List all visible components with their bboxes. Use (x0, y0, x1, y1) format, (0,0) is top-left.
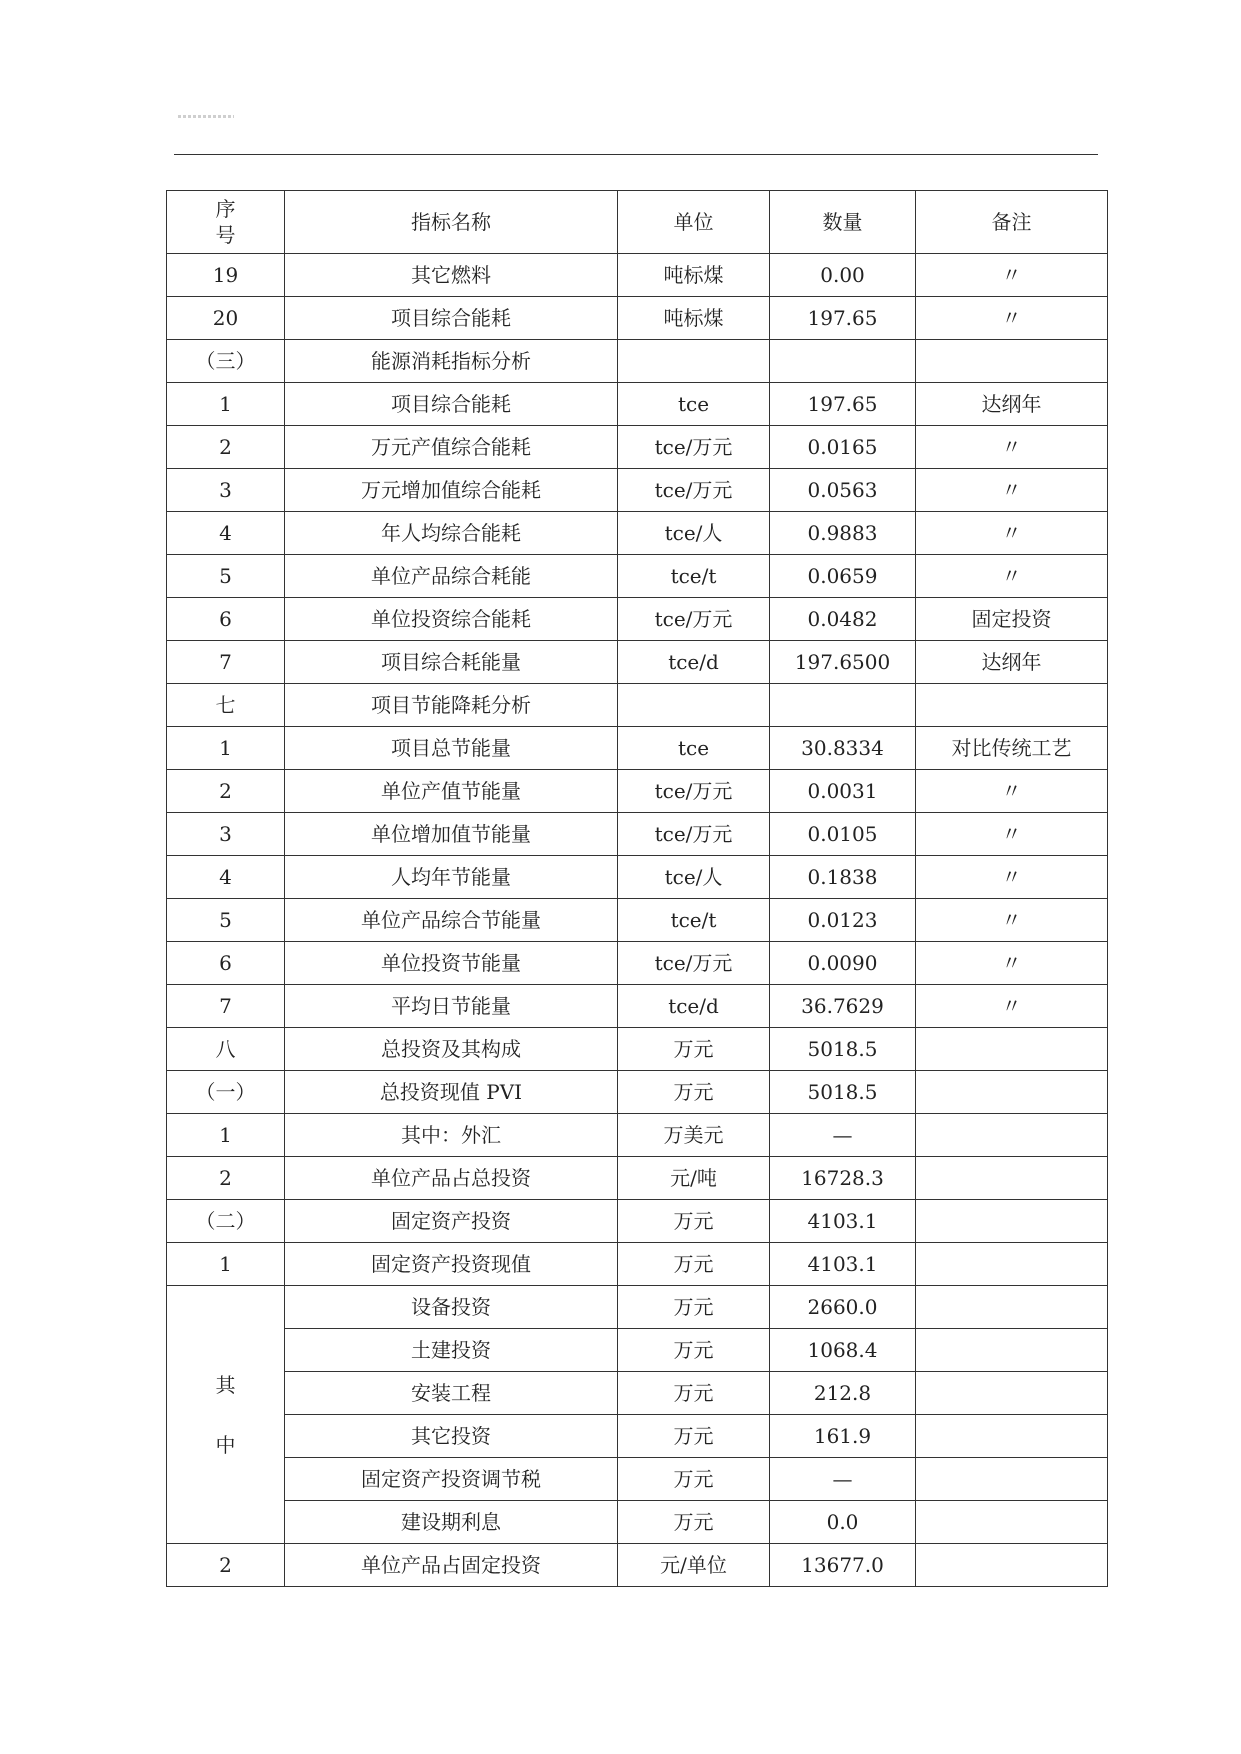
cell-name: 万元产值综合能耗 (285, 426, 618, 469)
table-row (167, 1458, 1108, 1501)
cell-unit: tce/万元 (618, 942, 770, 985)
cell-remark: 〃 (916, 555, 1108, 598)
cell-name: 平均日节能量 (285, 985, 618, 1028)
header-remark: 备注 (916, 191, 1108, 254)
cell-name: 其它投资 (285, 1415, 618, 1458)
cell-unit: tce/万元 (618, 770, 770, 813)
cell-unit (618, 340, 770, 383)
cell-seq: 2 (167, 770, 285, 813)
table-row (167, 641, 1108, 684)
header-rule (174, 154, 1098, 155)
cell-remark (916, 1200, 1108, 1243)
cell-quantity: 0.0659 (770, 555, 916, 598)
cell-quantity: 0.9883 (770, 512, 916, 555)
cell-name: 建设期利息 (285, 1501, 618, 1544)
cell-name: 固定资产投资 (285, 1200, 618, 1243)
cell-remark: 〃 (916, 426, 1108, 469)
cell-remark (916, 1415, 1108, 1458)
cell-name: 单位投资综合能耗 (285, 598, 618, 641)
cell-remark: 〃 (916, 770, 1108, 813)
cell-remark: 〃 (916, 512, 1108, 555)
table-header-row (167, 191, 1108, 254)
cell-name: 土建投资 (285, 1329, 618, 1372)
cell-unit: tce/t (618, 555, 770, 598)
cell-quantity: 0.0482 (770, 598, 916, 641)
cell-quantity: 197.6500 (770, 641, 916, 684)
group-label-qizhong: 其 中 (167, 1286, 285, 1544)
cell-quantity: 197.65 (770, 383, 916, 426)
table-row (167, 469, 1108, 512)
table-row (167, 1329, 1108, 1372)
cell-unit: 万美元 (618, 1114, 770, 1157)
cell-quantity: 4103.1 (770, 1200, 916, 1243)
cell-seq: 八 (167, 1028, 285, 1071)
cell-name: 项目节能降耗分析 (285, 684, 618, 727)
cell-seq: 6 (167, 942, 285, 985)
cell-unit: 吨标煤 (618, 254, 770, 297)
table-row (167, 598, 1108, 641)
cell-seq: （一） (167, 1071, 285, 1114)
cell-name: 万元增加值综合能耗 (285, 469, 618, 512)
cell-quantity: 0.1838 (770, 856, 916, 899)
table-row (167, 383, 1108, 426)
cell-quantity: 4103.1 (770, 1243, 916, 1286)
cell-unit: 万元 (618, 1458, 770, 1501)
cell-remark: 〃 (916, 942, 1108, 985)
cell-name: 能源消耗指标分析 (285, 340, 618, 383)
cell-quantity (770, 684, 916, 727)
table-row (167, 813, 1108, 856)
table-row (167, 297, 1108, 340)
cell-unit: tce (618, 727, 770, 770)
cell-remark: 达纲年 (916, 383, 1108, 426)
cell-unit: 万元 (618, 1243, 770, 1286)
cell-quantity: 5018.5 (770, 1071, 916, 1114)
cell-name: 固定资产投资调节税 (285, 1458, 618, 1501)
cell-quantity: 0.0031 (770, 770, 916, 813)
cell-name: 总投资现值 PVI (285, 1071, 618, 1114)
cell-remark (916, 1071, 1108, 1114)
cell-name: 单位增加值节能量 (285, 813, 618, 856)
table-row (167, 1372, 1108, 1415)
cell-seq: 1 (167, 383, 285, 426)
cell-remark (916, 1501, 1108, 1544)
table-row (167, 555, 1108, 598)
cell-remark (916, 1243, 1108, 1286)
table-row (167, 985, 1108, 1028)
cell-unit: tce (618, 383, 770, 426)
table-row (167, 1071, 1108, 1114)
cell-unit: tce/万元 (618, 598, 770, 641)
cell-name: 单位产品占总投资 (285, 1157, 618, 1200)
cell-seq: 2 (167, 426, 285, 469)
table-row (167, 426, 1108, 469)
header-mark (178, 115, 234, 118)
cell-remark: 固定投资 (916, 598, 1108, 641)
cell-quantity: 13677.0 (770, 1544, 916, 1587)
cell-quantity: 16728.3 (770, 1157, 916, 1200)
cell-quantity: 212.8 (770, 1372, 916, 1415)
cell-name: 单位产品综合耗能 (285, 555, 618, 598)
cell-quantity: 197.65 (770, 297, 916, 340)
cell-quantity: 5018.5 (770, 1028, 916, 1071)
cell-remark (916, 1372, 1108, 1415)
cell-name: 单位投资节能量 (285, 942, 618, 985)
cell-seq: 七 (167, 684, 285, 727)
table-row (167, 340, 1108, 383)
cell-unit: 万元 (618, 1415, 770, 1458)
cell-name: 其中：外汇 (285, 1114, 618, 1157)
table-row (167, 1200, 1108, 1243)
cell-quantity: — (770, 1114, 916, 1157)
cell-name: 人均年节能量 (285, 856, 618, 899)
table-row (167, 770, 1108, 813)
cell-seq: 4 (167, 856, 285, 899)
cell-remark (916, 1114, 1108, 1157)
cell-unit: tce/万元 (618, 426, 770, 469)
cell-unit: 万元 (618, 1071, 770, 1114)
cell-remark (916, 1544, 1108, 1587)
cell-unit: 万元 (618, 1329, 770, 1372)
cell-quantity: 0.0563 (770, 469, 916, 512)
header-unit: 单位 (618, 191, 770, 254)
cell-name: 设备投资 (285, 1286, 618, 1329)
cell-name: 年人均综合能耗 (285, 512, 618, 555)
cell-remark (916, 684, 1108, 727)
cell-remark (916, 340, 1108, 383)
cell-name: 项目综合耗能量 (285, 641, 618, 684)
cell-unit: 万元 (618, 1028, 770, 1071)
cell-remark (916, 1157, 1108, 1200)
cell-name: 项目总节能量 (285, 727, 618, 770)
cell-unit: 万元 (618, 1200, 770, 1243)
cell-unit: 万元 (618, 1501, 770, 1544)
cell-seq: （二） (167, 1200, 285, 1243)
cell-remark (916, 1458, 1108, 1501)
cell-seq: 3 (167, 469, 285, 512)
cell-name: 项目综合能耗 (285, 383, 618, 426)
cell-unit: tce/人 (618, 512, 770, 555)
cell-quantity: 0.0090 (770, 942, 916, 985)
cell-remark: 〃 (916, 985, 1108, 1028)
cell-remark: 〃 (916, 254, 1108, 297)
cell-quantity: 0.0165 (770, 426, 916, 469)
cell-seq: 5 (167, 899, 285, 942)
cell-quantity: 0.0 (770, 1501, 916, 1544)
table-row (167, 899, 1108, 942)
cell-quantity: 0.0105 (770, 813, 916, 856)
table-row (167, 727, 1108, 770)
cell-name: 单位产品综合节能量 (285, 899, 618, 942)
indicator-table (166, 190, 1108, 1587)
cell-unit: tce/人 (618, 856, 770, 899)
header-name: 指标名称 (285, 191, 618, 254)
cell-seq: 3 (167, 813, 285, 856)
cell-remark (916, 1028, 1108, 1071)
cell-quantity: 1068.4 (770, 1329, 916, 1372)
cell-seq: 2 (167, 1157, 285, 1200)
cell-remark: 〃 (916, 813, 1108, 856)
cell-seq: 19 (167, 254, 285, 297)
cell-unit: 万元 (618, 1286, 770, 1329)
cell-seq: 5 (167, 555, 285, 598)
cell-name: 其它燃料 (285, 254, 618, 297)
cell-seq: 1 (167, 1243, 285, 1286)
table-row (167, 856, 1108, 899)
cell-unit: 吨标煤 (618, 297, 770, 340)
cell-unit (618, 684, 770, 727)
cell-remark (916, 1286, 1108, 1329)
cell-remark: 〃 (916, 899, 1108, 942)
cell-quantity: — (770, 1458, 916, 1501)
cell-remark: 对比传统工艺 (916, 727, 1108, 770)
cell-remark: 达纲年 (916, 641, 1108, 684)
cell-unit: tce/d (618, 985, 770, 1028)
cell-remark: 〃 (916, 469, 1108, 512)
cell-quantity: 0.00 (770, 254, 916, 297)
header-quantity: 数量 (770, 191, 916, 254)
table-row (167, 1501, 1108, 1544)
table-row (167, 1544, 1108, 1587)
cell-unit: 万元 (618, 1372, 770, 1415)
cell-quantity (770, 340, 916, 383)
cell-quantity: 36.7629 (770, 985, 916, 1028)
table-row (167, 684, 1108, 727)
table-row (167, 1415, 1108, 1458)
table-row (167, 1114, 1108, 1157)
cell-seq: 7 (167, 985, 285, 1028)
cell-seq: 1 (167, 1114, 285, 1157)
cell-name: 单位产值节能量 (285, 770, 618, 813)
cell-unit: 元/单位 (618, 1544, 770, 1587)
cell-seq: 1 (167, 727, 285, 770)
cell-seq: 7 (167, 641, 285, 684)
cell-seq: （三） (167, 340, 285, 383)
cell-unit: 元/吨 (618, 1157, 770, 1200)
cell-seq: 2 (167, 1544, 285, 1587)
cell-name: 总投资及其构成 (285, 1028, 618, 1071)
cell-unit: tce/万元 (618, 469, 770, 512)
cell-seq: 6 (167, 598, 285, 641)
cell-quantity: 2660.0 (770, 1286, 916, 1329)
table-row (167, 1157, 1108, 1200)
table-row (167, 1286, 1108, 1329)
cell-unit: tce/t (618, 899, 770, 942)
table-row (167, 1243, 1108, 1286)
cell-quantity: 161.9 (770, 1415, 916, 1458)
cell-remark: 〃 (916, 856, 1108, 899)
table-row (167, 512, 1108, 555)
cell-name: 安装工程 (285, 1372, 618, 1415)
cell-name: 固定资产投资现值 (285, 1243, 618, 1286)
table-row (167, 254, 1108, 297)
cell-name: 项目综合能耗 (285, 297, 618, 340)
cell-remark (916, 1329, 1108, 1372)
table-row (167, 942, 1108, 985)
cell-remark: 〃 (916, 297, 1108, 340)
table-row (167, 1028, 1108, 1071)
cell-unit: tce/d (618, 641, 770, 684)
cell-unit: tce/万元 (618, 813, 770, 856)
header-seq: 序 号 (167, 191, 285, 254)
cell-quantity: 0.0123 (770, 899, 916, 942)
cell-seq: 20 (167, 297, 285, 340)
cell-name: 单位产品占固定投资 (285, 1544, 618, 1587)
cell-seq: 4 (167, 512, 285, 555)
cell-quantity: 30.8334 (770, 727, 916, 770)
